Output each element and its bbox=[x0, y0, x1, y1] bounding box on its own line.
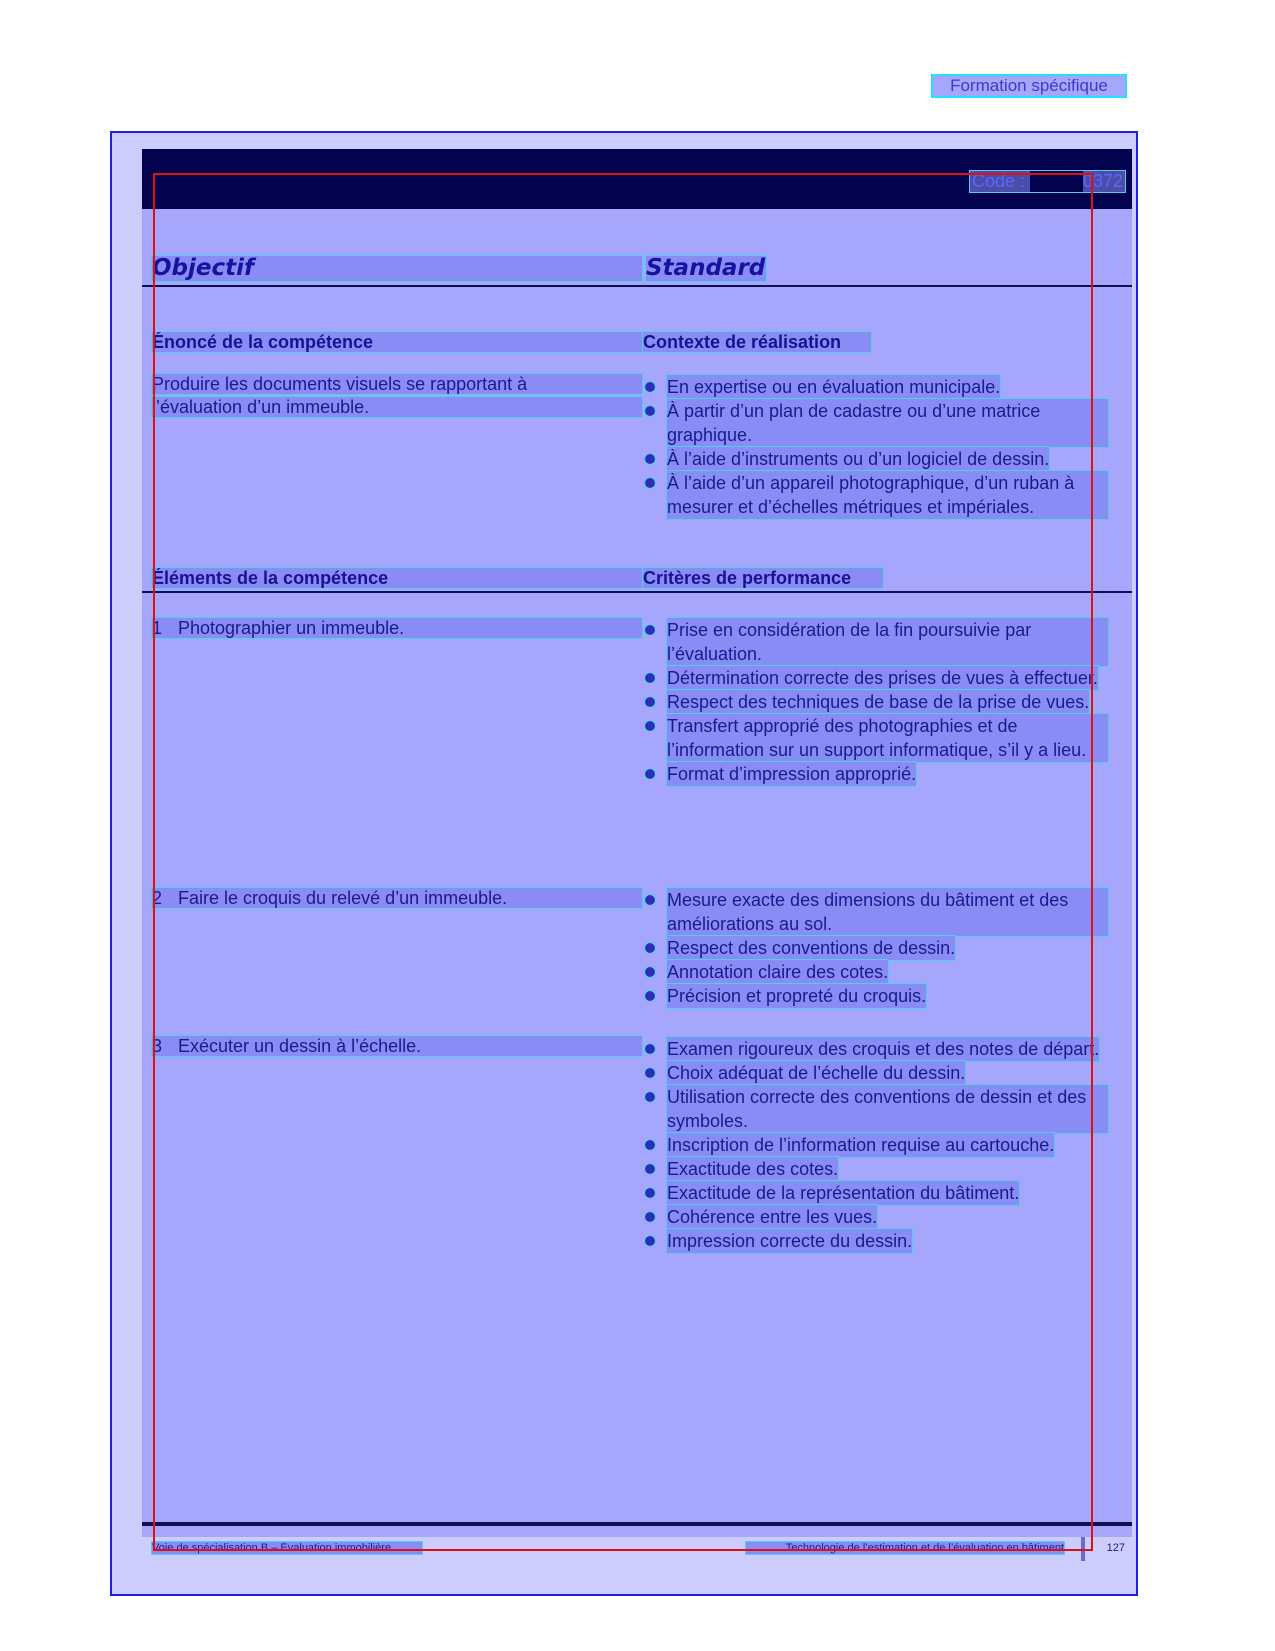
list-item bbox=[643, 690, 1108, 714]
list-item bbox=[643, 1061, 1108, 1085]
list-item-text: Exactitude de la représentation du bâtiment. bbox=[667, 1183, 1020, 1203]
list-item-text: Respect des techniques de base de la prise de vues. bbox=[667, 692, 1090, 712]
element-3 bbox=[152, 1036, 642, 1056]
elements-title: Éléments de la compétence bbox=[152, 568, 642, 588]
list-item-text: Prise en considération de la fin poursuivie par l’évaluation. bbox=[667, 618, 1108, 666]
element-number: 1 bbox=[152, 618, 163, 638]
bullet-icon bbox=[645, 673, 655, 683]
bullet-icon bbox=[645, 721, 655, 731]
element-number: 2 bbox=[152, 888, 163, 908]
list-item bbox=[643, 1133, 1108, 1157]
bullet-icon bbox=[645, 454, 655, 464]
bullet-icon bbox=[645, 1044, 655, 1054]
list-item bbox=[643, 1181, 1108, 1205]
list-item bbox=[643, 1157, 1108, 1181]
code-label: Code : bbox=[970, 171, 1030, 192]
section-divider bbox=[142, 591, 1132, 593]
list-item bbox=[643, 1085, 1108, 1133]
list-item-text: En expertise ou en évaluation municipale. bbox=[667, 377, 1001, 397]
list-item bbox=[643, 666, 1108, 690]
list-item-text: Mesure exacte des dimensions du bâtiment et des améliorations au sol. bbox=[667, 888, 1108, 936]
element-1 bbox=[152, 618, 642, 638]
list-item-text: À partir d’un plan de cadastre ou d’une matrice graphique. bbox=[667, 399, 1108, 447]
list-item bbox=[643, 618, 1108, 666]
list-item bbox=[643, 1229, 1108, 1253]
page-content-area bbox=[142, 149, 1132, 1537]
list-item bbox=[643, 762, 1108, 786]
page-number: 127 bbox=[1106, 1542, 1125, 1554]
bullet-icon bbox=[645, 991, 655, 1001]
section-divider bbox=[142, 285, 1132, 287]
list-item-text: Format d’impression approprié. bbox=[667, 764, 917, 784]
contexte-list bbox=[643, 375, 1108, 519]
list-item-text: Transfert approprié des photographies et de l’information sur un support informatique, s’il y a lieu. bbox=[667, 714, 1108, 762]
bullet-icon bbox=[645, 1188, 655, 1198]
enonce-text bbox=[152, 374, 642, 417]
page-number-separator bbox=[1081, 1537, 1085, 1561]
list-item bbox=[643, 888, 1108, 936]
standard-heading: Standard bbox=[646, 255, 766, 281]
bullet-icon bbox=[645, 478, 655, 488]
list-item-text: À l’aide d’instruments ou d’un logiciel de dessin. bbox=[667, 449, 1050, 469]
list-item bbox=[643, 714, 1108, 762]
objectif-heading: Objectif bbox=[152, 256, 642, 281]
bullet-icon bbox=[645, 697, 655, 707]
footer-right: Technologie de l’estimation et de l’évaluation en bâtiment bbox=[746, 1542, 1064, 1554]
bullet-icon bbox=[645, 625, 655, 635]
competency-code bbox=[970, 171, 1125, 192]
list-item-text: Annotation claire des cotes. bbox=[667, 962, 889, 982]
criteres-title: Critères de performance bbox=[643, 568, 883, 588]
criteres-list-3 bbox=[643, 1037, 1108, 1253]
list-item bbox=[643, 960, 1108, 984]
list-item bbox=[643, 936, 1108, 960]
bullet-icon bbox=[645, 1140, 655, 1150]
list-item-text: Impression correcte du dessin. bbox=[667, 1231, 913, 1251]
element-number: 3 bbox=[152, 1036, 163, 1056]
bullet-icon bbox=[645, 1212, 655, 1222]
list-item-text: Inscription de l’information requise au cartouche. bbox=[667, 1135, 1055, 1155]
element-label: Exécuter un dessin à l’échelle. bbox=[178, 1036, 422, 1056]
bullet-icon bbox=[645, 1068, 655, 1078]
bullet-icon bbox=[645, 967, 655, 977]
list-item bbox=[643, 447, 1108, 471]
bullet-icon bbox=[645, 406, 655, 416]
element-label: Faire le croquis du relevé d’un immeuble. bbox=[178, 888, 508, 908]
list-item-text: Examen rigoureux des croquis et des notes de départ. bbox=[667, 1039, 1100, 1059]
enonce-line: Produire les documents visuels se rapportant à bbox=[152, 374, 642, 394]
list-item bbox=[643, 471, 1108, 519]
element-2 bbox=[152, 888, 642, 908]
list-item-text: Respect des conventions de dessin. bbox=[667, 938, 956, 958]
list-item bbox=[643, 375, 1108, 399]
list-item-text: Utilisation correcte des conventions de dessin et des symboles. bbox=[667, 1085, 1108, 1133]
bullet-icon bbox=[645, 895, 655, 905]
contexte-title: Contexte de réalisation bbox=[643, 332, 871, 352]
list-item-text: Cohérence entre les vues. bbox=[667, 1207, 878, 1227]
bullet-icon bbox=[645, 382, 655, 392]
document-section-label: Formation spécifique bbox=[933, 76, 1125, 96]
list-item-text: Exactitude des cotes. bbox=[667, 1159, 839, 1179]
list-item-text: À l’aide d’un appareil photographique, d’un ruban à mesurer et d’échelles métriques et impériales. bbox=[667, 471, 1108, 519]
list-item-text: Choix adéquat de l’échelle du dessin. bbox=[667, 1063, 966, 1083]
list-item bbox=[643, 984, 1108, 1008]
footer-divider bbox=[142, 1522, 1132, 1526]
enonce-line: l’évaluation d’un immeuble. bbox=[152, 397, 642, 417]
element-label: Photographier un immeuble. bbox=[178, 618, 405, 638]
bullet-icon bbox=[645, 1164, 655, 1174]
list-item-text: Précision et propreté du croquis. bbox=[667, 986, 927, 1006]
bullet-icon bbox=[645, 1092, 655, 1102]
list-item bbox=[643, 399, 1108, 447]
criteres-list-1 bbox=[643, 618, 1108, 786]
bullet-icon bbox=[645, 943, 655, 953]
list-item-text: Détermination correcte des prises de vues à effectuer. bbox=[667, 668, 1098, 688]
list-item bbox=[643, 1037, 1108, 1061]
bullet-icon bbox=[645, 769, 655, 779]
code-value: 0372 bbox=[1082, 171, 1123, 191]
enonce-title: Énoncé de la compétence bbox=[152, 332, 642, 352]
list-item bbox=[643, 1205, 1108, 1229]
footer-left: Voie de spécialisation B – Évaluation immobilière bbox=[152, 1542, 422, 1554]
criteres-list-2 bbox=[643, 888, 1108, 1008]
bullet-icon bbox=[645, 1236, 655, 1246]
